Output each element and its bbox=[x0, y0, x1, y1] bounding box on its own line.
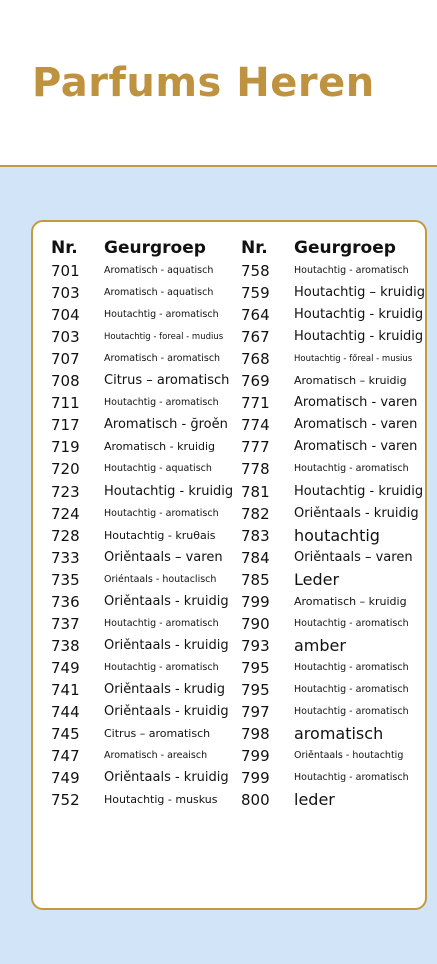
perfume-number: 759 bbox=[241, 284, 270, 303]
header-band bbox=[0, 0, 437, 167]
perfume-number: 728 bbox=[51, 526, 80, 545]
perfume-number: 738 bbox=[51, 636, 80, 655]
scent-group: Oriěntaals – varen bbox=[104, 549, 223, 565]
perfume-number: 720 bbox=[51, 460, 80, 479]
perfume-number: 708 bbox=[51, 372, 80, 391]
perfume-number: 745 bbox=[51, 725, 80, 744]
scent-group: Houtachtig - aromatisch bbox=[294, 617, 409, 629]
scent-group: Houtachtig - aromatisch bbox=[104, 617, 219, 629]
perfume-number: 719 bbox=[51, 438, 80, 457]
perfume-number: 785 bbox=[241, 570, 270, 589]
scent-group: Oriěntaals - kruidig bbox=[104, 593, 229, 609]
perfume-number: 800 bbox=[241, 791, 270, 810]
scent-group: Houtachtig - aromatisch bbox=[294, 706, 409, 717]
scent-group: Houtachtig - kruidig bbox=[294, 329, 424, 345]
scent-group: Houtachtig - kruidig bbox=[294, 307, 424, 323]
scent-group: Aromatisch - aquatisch bbox=[104, 265, 214, 276]
scent-group: Aromatisch - varen bbox=[294, 417, 418, 433]
scent-group: houtachtig bbox=[294, 525, 380, 545]
perfume-number: 703 bbox=[51, 284, 80, 303]
scent-group: Aromatisch - aromatisch bbox=[104, 353, 221, 365]
perfume-number: 752 bbox=[51, 791, 80, 810]
scent-group: Houtachtig - kruθais bbox=[104, 528, 216, 542]
scent-group: Oriěntaals - houtachtig bbox=[294, 750, 404, 762]
scent-group: Houtachtig - aquatisch bbox=[104, 463, 212, 475]
perfume-number: 799 bbox=[241, 747, 270, 766]
scent-group: Houtachtig - aromatisch bbox=[294, 772, 409, 784]
perfume-number: 741 bbox=[51, 680, 80, 699]
perfume-number: 769 bbox=[241, 372, 270, 391]
scent-group: aromatisch bbox=[294, 724, 384, 744]
perfume-number: 782 bbox=[241, 504, 270, 523]
perfume-number: 778 bbox=[241, 460, 270, 479]
scent-group: Oriěntaals - krudig bbox=[104, 681, 226, 697]
perfume-number: 703 bbox=[51, 328, 80, 347]
perfume-number: 701 bbox=[51, 262, 80, 280]
scent-group: Leder bbox=[294, 569, 340, 589]
scent-group: Aromatisch – kruidig bbox=[294, 594, 407, 608]
scent-group: Oriěntaals - kruidig bbox=[104, 770, 229, 786]
perfume-number: 723 bbox=[51, 482, 80, 501]
scent-group: Oriěntaals - kruidig bbox=[104, 637, 229, 653]
perfume-number: 793 bbox=[241, 636, 270, 655]
perfume-number: 737 bbox=[51, 614, 80, 633]
scent-group: Aromatisch – kruidig bbox=[294, 374, 407, 388]
scent-group: Aromatisch - areaisch bbox=[104, 750, 208, 762]
scent-group: Houtachtig - aromatisch bbox=[104, 507, 219, 519]
scent-group: Aromatisch - varen bbox=[294, 439, 418, 455]
perfume-number: 744 bbox=[51, 703, 80, 721]
perfume-number: 798 bbox=[241, 725, 270, 744]
perfume-number: 784 bbox=[241, 548, 270, 567]
perfume-number: 767 bbox=[241, 328, 270, 347]
scent-group: Houtachtig - aromatisch bbox=[294, 661, 409, 673]
scent-group: Houtachtig - aromatisch bbox=[294, 265, 409, 276]
scent-group: Houtachtig – kruidig bbox=[294, 285, 425, 301]
perfume-number: 707 bbox=[51, 350, 80, 369]
scent-group: Houtachtig - foreal - mudius bbox=[104, 332, 224, 343]
perfume-number: 735 bbox=[51, 570, 80, 589]
perfume-number: 795 bbox=[241, 658, 270, 677]
column-header-group-right: Geurgroep bbox=[294, 238, 396, 258]
perfume-number: 781 bbox=[241, 482, 270, 501]
page-title: Parfums Heren bbox=[32, 60, 375, 106]
perfume-number: 764 bbox=[241, 306, 270, 325]
perfume-number: 797 bbox=[241, 703, 270, 721]
scent-group: Houtachtig - kruidig bbox=[294, 483, 424, 499]
scent-group: Citrus – aromatisch bbox=[104, 727, 211, 741]
perfume-number: 747 bbox=[51, 747, 80, 766]
scent-group: Houtachtig - aromatisch bbox=[104, 309, 219, 321]
scent-group: Citrus – aromatisch bbox=[104, 373, 230, 389]
scent-group: Aromatisch - aquatisch bbox=[104, 287, 214, 299]
perfume-number: 749 bbox=[51, 769, 80, 788]
perfume-number: 733 bbox=[51, 548, 80, 567]
perfume-number: 736 bbox=[51, 592, 80, 611]
scent-group: Houtachtig - aromatisch bbox=[294, 463, 409, 475]
scent-group: Oriěntaals - kruidig bbox=[104, 704, 229, 719]
scent-group: Aromatisch - ğroěn bbox=[104, 417, 228, 433]
perfume-number: 724 bbox=[51, 504, 80, 523]
perfume-number: 799 bbox=[241, 592, 270, 611]
perfume-number: 790 bbox=[241, 614, 270, 633]
column-header-group-left: Geurgroep bbox=[104, 238, 206, 258]
scent-group: Houtachtig - aromatisch bbox=[294, 683, 409, 695]
perfume-number: 783 bbox=[241, 526, 270, 545]
perfume-number: 799 bbox=[241, 769, 270, 788]
perfume-number: 758 bbox=[241, 262, 270, 280]
perfume-number: 717 bbox=[51, 416, 80, 435]
perfume-number: 771 bbox=[241, 394, 270, 413]
perfume-number: 777 bbox=[241, 438, 270, 457]
perfume-number: 704 bbox=[51, 306, 80, 325]
perfume-number: 795 bbox=[241, 680, 270, 699]
column-header-nr-right: Nr. bbox=[241, 238, 268, 258]
scent-group: Oriěntaals – varen bbox=[294, 549, 413, 565]
perfume-number: 711 bbox=[51, 394, 80, 413]
perfume-number: 749 bbox=[51, 658, 80, 677]
column-header-nr-left: Nr. bbox=[51, 238, 78, 258]
perfume-number: 774 bbox=[241, 416, 270, 435]
scent-group: Oriěntaals - kruidig bbox=[294, 505, 419, 521]
scent-group: Houtachtig - főreal - musius bbox=[294, 354, 413, 365]
scent-group: Aromatisch - varen bbox=[294, 395, 418, 411]
scent-group: Houtachtig - kruidig bbox=[104, 483, 234, 499]
scent-group: Houtachtig - aromatisch bbox=[104, 661, 219, 673]
scent-group: amber bbox=[294, 635, 346, 655]
perfume-number: 768 bbox=[241, 350, 270, 369]
scent-group: Houtachtig - aromatisch bbox=[104, 397, 219, 409]
scent-group: Oriéntaals - houtaclisch bbox=[104, 573, 217, 585]
scent-group: Houtachtig - muskus bbox=[104, 793, 218, 807]
scent-group: leder bbox=[294, 790, 335, 810]
scent-group: Aromatisch - kruidig bbox=[104, 440, 216, 454]
